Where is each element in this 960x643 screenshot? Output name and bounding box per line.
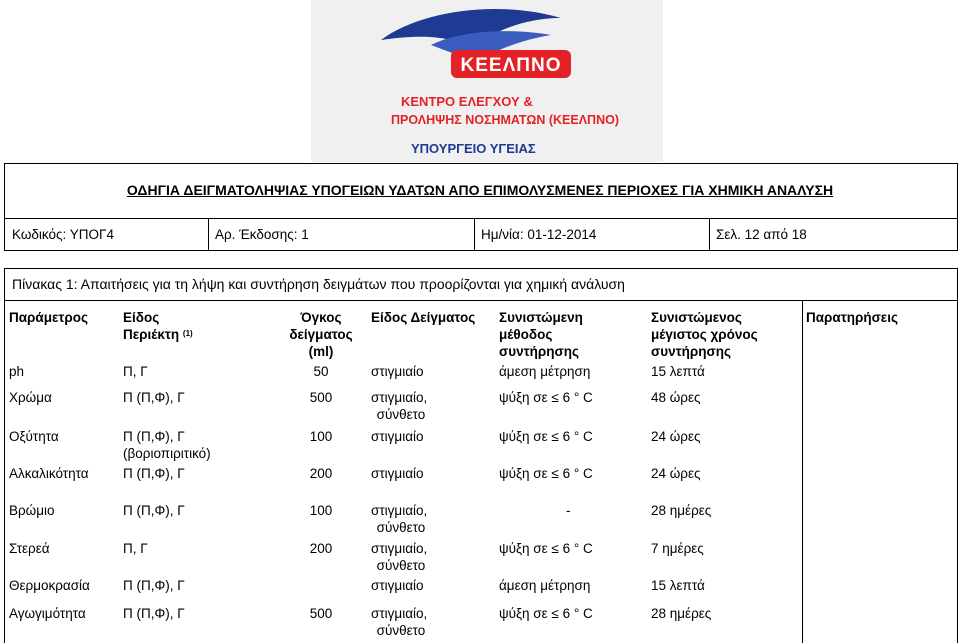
keelpno-logo-graphic (311, 0, 663, 162)
cell-volume: 50 (313, 364, 329, 379)
header-divider (4, 218, 958, 219)
cell-time: 24 ώρες (651, 466, 701, 481)
cell-container-extra: (βοριοπιριτικό) (123, 446, 211, 461)
organization-logo (311, 0, 663, 162)
logo-line2: ΠΡΟΛΗΨΗΣ ΝΟΣΗΜΑΤΩΝ (ΚΕΕΛΠΝΟ) (391, 113, 619, 127)
header-volume-2: δείγματος (289, 327, 353, 342)
logo-line1: ΚΕΝΤΡΟ ΕΛΕΓΧΟΥ & (401, 94, 533, 109)
cell-param: Βρώμιο (9, 503, 55, 518)
cell-sample: στιγμιαίο, (371, 541, 428, 556)
header-time-3: συντήρησης (651, 344, 731, 359)
cell-time: 15 λεπτά (651, 364, 705, 379)
header-cell-sep-1 (208, 218, 209, 251)
cell-container: Π (Π,Φ), Γ (123, 578, 185, 593)
footnote-marker: (1) (182, 329, 193, 338)
cell-volume: 200 (309, 466, 333, 481)
cell-method: ψύξη σε ≤ 6 ° C (499, 606, 593, 621)
header-volume-1: Όγκος (300, 310, 342, 325)
cell-sample: στιγμιαίο (371, 364, 424, 379)
cell-method: ψύξη σε ≤ 6 ° C (499, 466, 593, 481)
header-cell-sep-3 (709, 218, 710, 251)
document-title: ΟΔΗΓΙΑ ΔΕΙΓΜΑΤΟΛΗΨΙΑΣ ΥΠΟΓΕΙΩΝ ΥΔΑΤΩΝ ΑΠΟ ΕΠΙΜΟΛΥΣΜΕΝΕΣ ΠΕΡΙΟΧΕΣ ΓΙΑ ΧΗΜΙΚΗ ΑΝΑΛΥΣΗ (126, 182, 834, 198)
cell-container: Π (Π,Φ), Γ (123, 606, 185, 621)
cell-sample-extra: σύνθετο (376, 558, 426, 573)
cell-method: - (566, 503, 571, 518)
cell-method: άμεση μέτρηση (499, 364, 591, 379)
header-method-3: συντήρησης (499, 344, 579, 359)
cell-time: 7 ημέρες (651, 541, 704, 556)
cell-param: Αλκαλικότητα (9, 466, 89, 481)
cell-container: Π (Π,Φ), Γ (123, 390, 185, 405)
document-date: Ημ/νία: 01-12-2014 (481, 227, 597, 242)
table-caption: Πίνακας 1: Απαιτήσεις για τη λήψη και συντήρηση δειγμάτων που προορίζονται για χημική ανάλυση (12, 276, 625, 292)
cell-time: 24 ώρες (651, 429, 701, 444)
document-version: Αρ. Έκδοσης: 1 (215, 227, 309, 242)
logo-brand: ΚΕΕΛΠΝΟ (460, 55, 562, 76)
cell-volume: 500 (309, 390, 333, 405)
header-time-1: Συνιστώμενος (651, 310, 742, 325)
cell-sample-extra: σύνθετο (376, 623, 426, 638)
cell-time: 48 ώρες (651, 390, 701, 405)
logo-line3: ΥΠΟΥΡΓΕΙΟ ΥΓΕΙΑΣ (411, 141, 536, 156)
cell-volume: 200 (309, 541, 333, 556)
table-border-right (957, 268, 958, 643)
header-notes: Παρατηρήσεις (806, 310, 898, 325)
cell-param: Στερεά (9, 541, 50, 556)
cell-sample-extra: σύνθετο (376, 407, 426, 422)
cell-param: ph (9, 364, 25, 379)
table-notes-column-divider (802, 300, 803, 643)
cell-container: Π (Π,Φ), Γ (123, 466, 185, 481)
cell-time: 28 ημέρες (651, 503, 712, 518)
cell-method: ψύξη σε ≤ 6 ° C (499, 429, 593, 444)
page-number: Σελ. 12 από 18 (716, 227, 807, 242)
cell-container: Π, Γ (123, 541, 148, 556)
cell-param: Αγωγιμότητα (9, 606, 86, 621)
cell-container: Π (Π,Φ), Γ (123, 503, 185, 518)
header-border-left (4, 163, 5, 251)
header-method-2: μέθοδος (499, 327, 553, 342)
header-border-right (957, 163, 958, 251)
cell-container: Π, Γ (123, 364, 148, 379)
cell-sample: στιγμιαίο (371, 466, 424, 481)
cell-time: 15 λεπτά (651, 578, 705, 593)
cell-volume: 100 (309, 429, 333, 444)
cell-sample: στιγμιαίο, (371, 606, 428, 621)
header-param: Παράμετρος (9, 310, 89, 325)
header-volume-3: (ml) (308, 344, 334, 359)
document-code: Κωδικός: ΥΠΟΓ4 (12, 227, 114, 242)
cell-method: άμεση μέτρηση (499, 578, 591, 593)
header-sample: Είδος Δείγματος (371, 310, 476, 325)
cell-param: Χρώμα (9, 390, 52, 405)
header-time-2: μέγιστος χρόνος (651, 327, 758, 342)
cell-sample: στιγμιαίο (371, 578, 424, 593)
cell-param: Θερμοκρασία (9, 578, 90, 593)
header-container-1: Είδος (123, 310, 160, 325)
cell-sample: στιγμιαίο (371, 429, 424, 444)
header-method-1: Συνιστώμενη (499, 310, 583, 325)
cell-time: 28 ημέρες (651, 606, 712, 621)
header-container-2: Περιέκτη $^{(1)}$ (123, 327, 193, 342)
table-caption-divider (4, 300, 958, 301)
header-border-top (4, 163, 958, 164)
cell-sample: στιγμιαίο, (371, 503, 428, 518)
cell-param: Οξύτητα (9, 429, 59, 444)
cell-volume: 100 (309, 503, 333, 518)
table-border-top (4, 268, 958, 269)
cell-method: ψύξη σε ≤ 6 ° C (499, 390, 593, 405)
table-border-left (4, 268, 5, 643)
header-cell-sep-2 (474, 218, 475, 251)
cell-method: ψύξη σε ≤ 6 ° C (499, 541, 593, 556)
cell-sample-extra: σύνθετο (376, 520, 426, 535)
cell-volume: 500 (309, 606, 333, 621)
cell-container: Π (Π,Φ), Γ (123, 429, 185, 444)
header-border-bottom (4, 250, 958, 251)
cell-sample: στιγμιαίο, (371, 390, 428, 405)
